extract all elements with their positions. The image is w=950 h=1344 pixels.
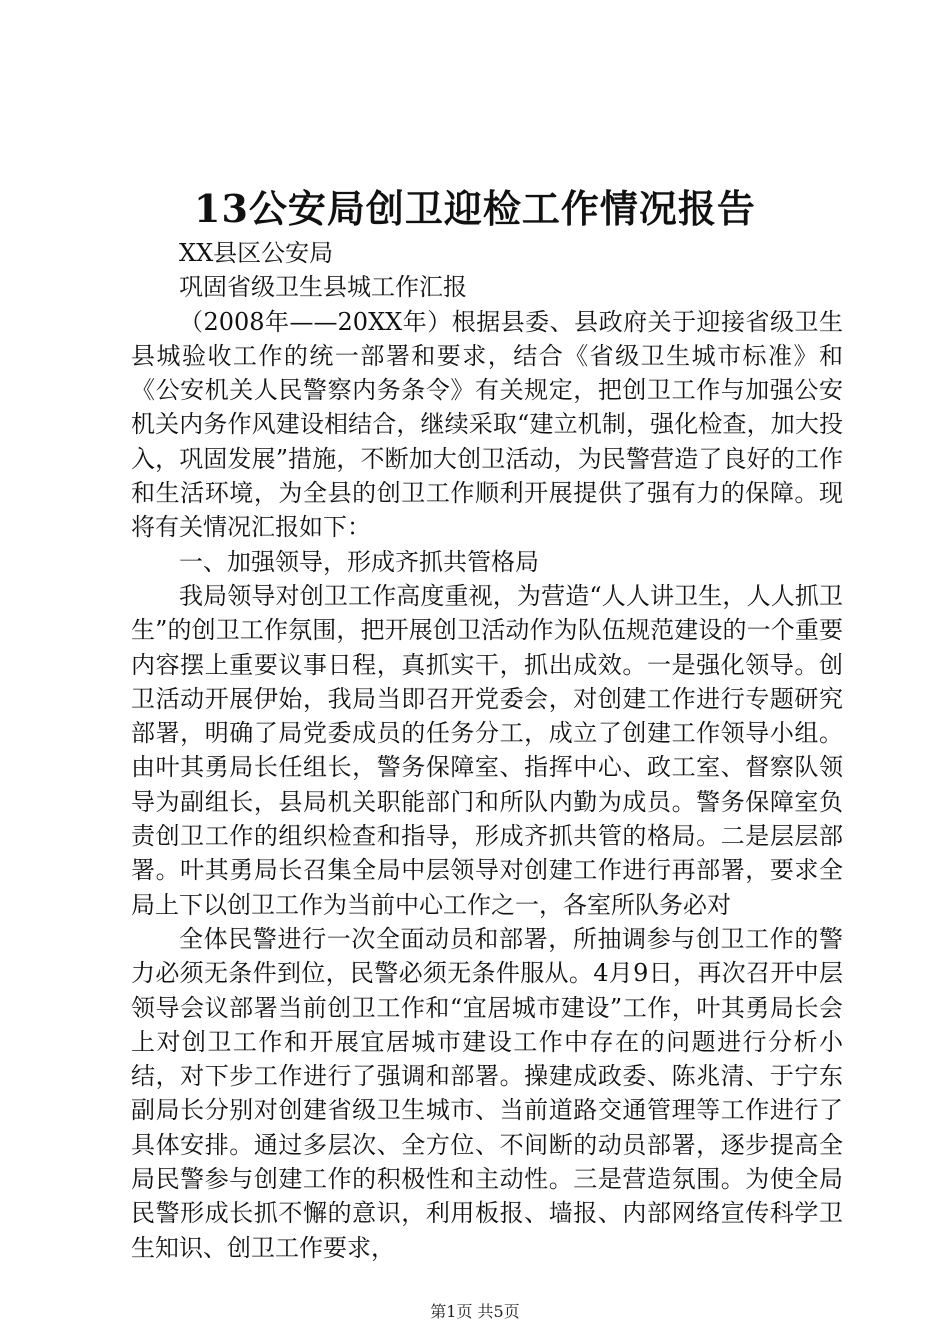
- paragraph-body-2: 全体民警进行一次全面动员和部署，所抽调参与创卫工作的警力必须无条件到位，民警必须无条件服从。4月9日，再次召开中层领导会议部署当前创卫工作和“宜居城市建设”工作，叶其勇局长会上对创卫工作和开展宜居城市建设工作中存在的问题进行分析小结，对下步工作进行了强调和部署。操建成政委、陈兆清、于宁东副局长分别对创建省级卫生城市、当前道路交通管理等工作进行了具体安排。通过多层次、全方位、不间断的动员部署，逐步提高全局民警参与创建工作的积极性和主动性。三是营造氛围。为使全局民警形成长抓不懈的意识，利用板报、墙报、内部网络宣传科学卫生知识、创卫工作要求，: [131, 924, 843, 1262]
- paragraph-author: XX县区公安局: [179, 239, 334, 267]
- document-body: [131, 236, 843, 1265]
- paragraph-subtitle: 巩固省级卫生县城工作汇报: [179, 273, 467, 302]
- paragraph-body-1: 我局领导对创卫工作高度重视，为营造“人人讲卫生，人人抓卫生”的创卫工作氛围，把开展创卫活动作为队伍规范建设的一个重要内容摆上重要议事日程，真抓实干，抓出成效。一是强化领导。创卫活动开展伊始，我局当即召开党委会，对创建工作进行专题研究部署，明确了局党委成员的任务分工，成立了创建工作领导小组。由叶其勇局长任组长，警务保障室、指挥中心、政工室、督察队领导为副组长，县局机关职能部门和所队内勤为成员。警务保障室负责创卫工作的组织检查和指导，形成齐抓共管的格局。二是层层部署。叶其勇局长召集全局中层领导对创建工作进行再部署，要求全局上下以创卫工作为当前中心工作之一，各室所队务必对: [131, 581, 843, 919]
- section-heading-1: 一、加强领导，形成齐抓共管格局: [179, 547, 539, 576]
- page-footer: 第1页 共5页: [430, 1302, 520, 1321]
- document-title: 13公安局创卫迎检工作情况报告: [194, 186, 756, 231]
- paragraph-intro: （2008年——20XX年）根据县委、县政府关于迎接省级卫生县城验收工作的统一部署和要求，结合《省级卫生城市标准》和《公安机关人民警察内务条令》有关规定，把创卫工作与加强公安机关内务作风建设相结合，继续采取“建立机制，强化检查，加大投入，巩固发展”措施，不断加大创卫活动，为民警营造了良好的工作和生活环境，为全县的创卫工作顺利开展提供了强有力的保障。现将有关情况汇报如下：: [131, 307, 843, 542]
